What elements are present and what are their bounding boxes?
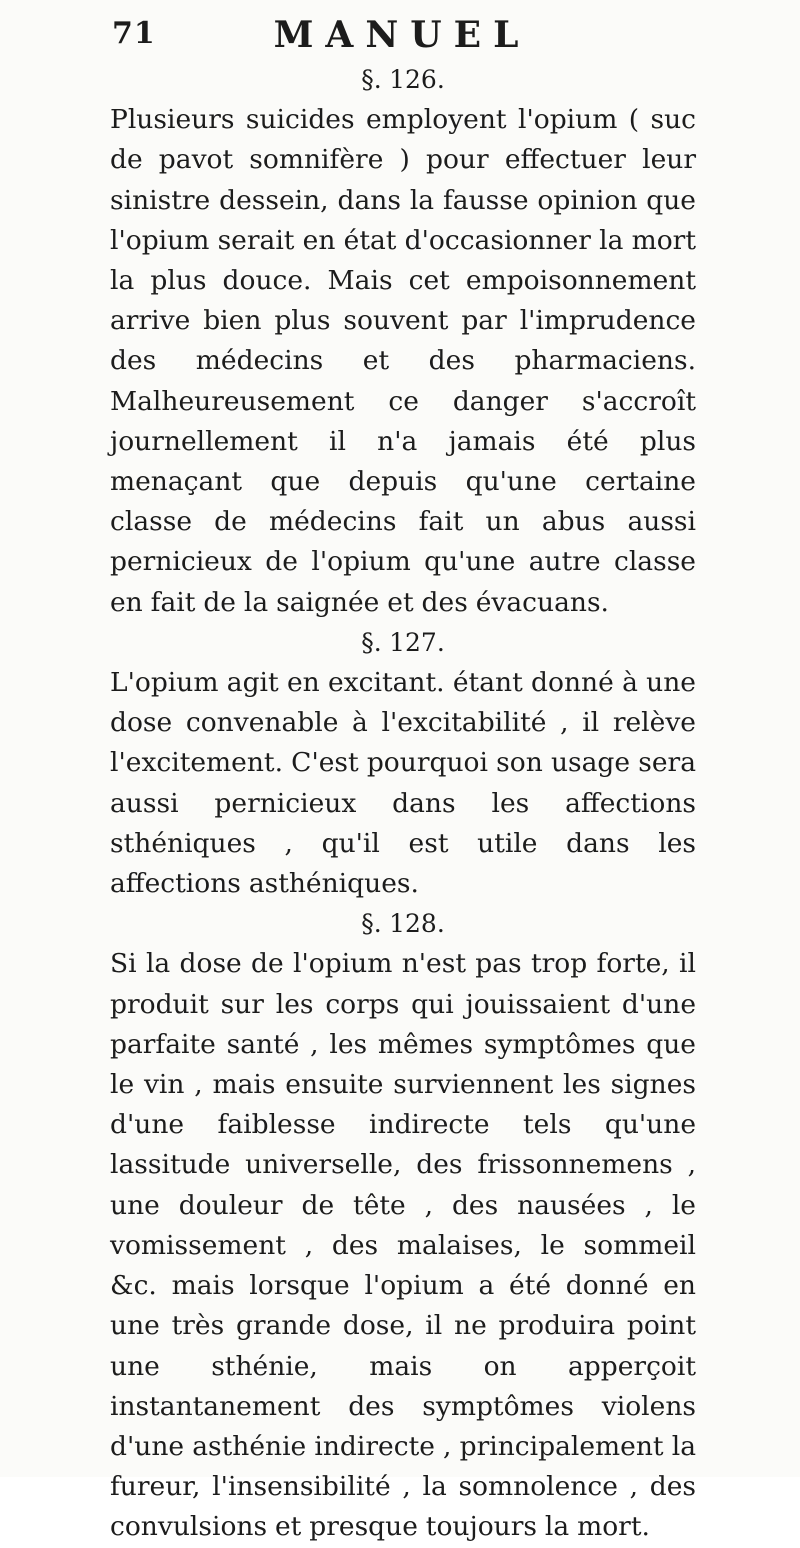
section-126 — [110, 60, 696, 623]
section-mark: §. 128. — [361, 909, 445, 939]
running-head — [112, 14, 692, 54]
body-text — [110, 60, 696, 1548]
section-mark: §. 127. — [361, 627, 445, 657]
running-title: MANUEL — [273, 14, 531, 56]
section-mark: §. 126. — [361, 65, 445, 94]
section-128 — [110, 904, 696, 1547]
paragraph: L'opium agit en excitant. étant donné à une dose convenable à l'excitabilité , il relève l'excitement. C'est pourquoi son usage sera aussi pernicieux dans les affections sthéniques , qu'il est utile dans les affections asthéniques. — [110, 667, 696, 900]
paragraph: Plusieurs suicides employent l'opium ( suc de pavot somnifère ) pour effectuer leur sinistre dessein, dans la fausse opinion que l'opium serait en état d'occasionner la mort la plus douce. Mais cet empoisonnement arrive bien plus souvent par l'imprudence des médecins et des pharmaciens. Malheureusement ce danger s'accroît journellement il n'a jamais été plus menaçant que depuis qu'une certaine classe de médecins fait un abus aussi pernicieux de l'opium qu'une autre classe en fait de la saignée et des évacuans. — [110, 104, 696, 618]
page-number: 71 — [112, 16, 156, 51]
section-127 — [110, 623, 696, 904]
paragraph: Si la dose de l'opium n'est pas trop forte, il produit sur les corps qui jouissaient d'une parfaite santé , les mêmes symptômes que le vin , mais ensuite surviennent les signes d'une faiblesse indirecte tels qu'une lassitude universelle, des frissonnemens , une douleur de tête , des nausées , le vomissement , des malaises, le sommeil &c. mais lorsque l'opium a été donné en une très grande dose, il ne produira point une sthénie, mais on apperçoit instantanement des symptômes violens d'une asthénie indirecte , principalement la fureur, l'insensibilité , la somnolence , des convulsions et presque toujours la mort. — [110, 948, 696, 1543]
